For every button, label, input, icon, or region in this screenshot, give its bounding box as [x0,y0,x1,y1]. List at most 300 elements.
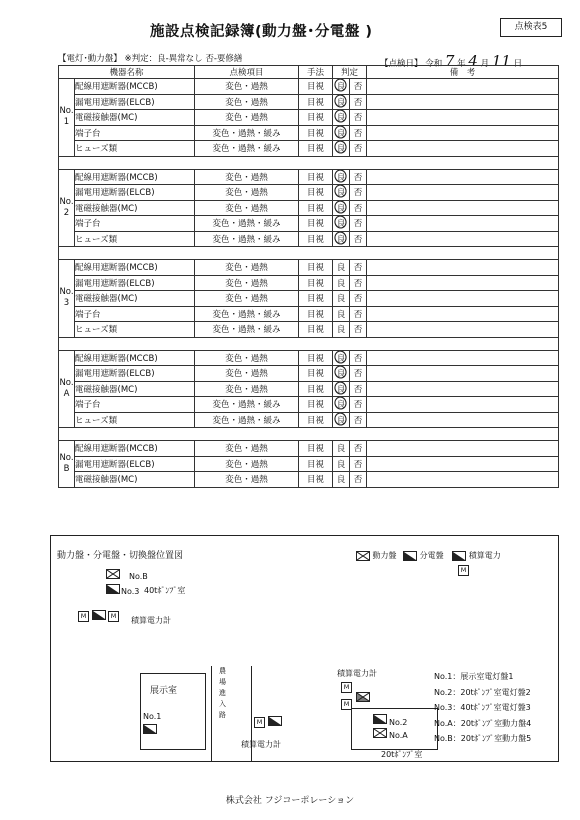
equipment-name-text: 端子台 [75,128,101,139]
equipment-name [75,216,195,232]
spacer-cell [59,156,559,169]
remarks-cell[interactable] [367,441,559,457]
method [299,472,333,488]
meter-icon: M [108,611,119,622]
inspection-item [195,110,299,126]
pump20-building [351,708,438,750]
method-text: 目視 [306,144,324,155]
method-text: 目視 [306,113,324,124]
method [299,350,333,366]
map-title: 動力盤・分電盤・切換盤位置図 [57,551,184,561]
meter-group-2 [254,716,282,728]
judge-ng [350,397,367,413]
check-circle-mark [334,94,347,108]
key-no1: No.1：展示室電灯盤1 [434,672,514,681]
judge-ok [333,141,350,157]
method-text: 目視 [306,219,324,230]
equipment-name-text: ヒューズ類 [75,234,118,245]
inspection-item [195,381,299,397]
method [299,200,333,216]
method [299,79,333,95]
label-meter-3: 積算電力計 [337,669,377,678]
method [299,185,333,201]
judge-ok [333,94,350,110]
group-number [59,169,75,247]
judge-ok [333,260,350,276]
judge-ok-text: 良 [336,400,346,411]
method [299,169,333,185]
equipment-name [75,231,195,247]
table-row [59,125,559,141]
map-legend [356,550,501,561]
spacer-cell [59,428,559,441]
table-row [59,366,559,382]
remarks-cell[interactable] [367,185,559,201]
method [299,456,333,472]
panel-noA-icon [373,728,387,738]
equipment-name [75,366,195,382]
judge-ng [350,94,367,110]
inspection-item [195,216,299,232]
method-text: 目視 [306,234,324,245]
judge-ng [350,472,367,488]
judge-ng-text: 否 [353,294,363,305]
remarks-cell[interactable] [367,200,559,216]
equipment-name-text: 電磁接触器(MC) [75,384,138,395]
judge-ok-text: 良 [336,384,346,395]
panel-noB-icon [106,569,120,579]
check-circle-mark [334,366,347,380]
equipment-name-text: 配線用遮断器(MCCB) [75,82,158,93]
table-row [59,456,559,472]
check-circle-mark [334,185,347,199]
equipment-name-text: 漏電用遮断器(ELCB) [75,188,155,199]
method-text: 目視 [306,400,324,411]
inspection-item-text: 変色・過熱 [225,113,268,124]
group-id: A [63,388,70,399]
header-method: 手法 [299,66,333,79]
judge-ng [350,185,367,201]
method-text: 目視 [306,353,324,364]
label-no1: No.1 [143,712,162,721]
judge-ng [350,381,367,397]
form-number-badge: 点検表5 [500,18,562,37]
judge-ok-text: 良 [336,444,346,455]
meter-icon: M [78,611,89,622]
judge-ok-text: 良 [336,113,346,124]
judge-ok [333,397,350,413]
table-row [59,412,559,428]
method [299,381,333,397]
month-unit: 月 [480,59,490,69]
inspection-item [195,79,299,95]
check-circle-mark [334,169,347,183]
meter-icon-b: M [341,699,352,710]
table-row [59,397,559,413]
inspection-item-text: 変色・過熱・緩み [212,144,281,155]
inspection-item [195,185,299,201]
remarks-cell[interactable] [367,275,559,291]
method-text: 目視 [306,172,324,183]
equipment-name [75,472,195,488]
power-panel-icon [356,692,370,702]
judge-ng [350,169,367,185]
remarks-cell[interactable] [367,291,559,307]
remarks-cell[interactable] [367,260,559,276]
judge-ng [350,141,367,157]
check-circle-mark [334,397,347,411]
label-pump40: 40tﾎﾟﾝﾌﾟ室 [144,586,186,595]
remarks-cell[interactable] [367,322,559,338]
judge-ng [350,200,367,216]
inspection-item [195,169,299,185]
check-circle-mark [334,125,347,139]
group-number [59,441,75,488]
method [299,94,333,110]
judge-ng-text: 否 [353,444,363,455]
table-row [59,472,559,488]
inspection-item-text: 変色・過熱 [225,444,268,455]
table-row [59,350,559,366]
method-text: 目視 [306,82,324,93]
equipment-name-text: 電磁接触器(MC) [75,294,138,305]
equipment-name [75,350,195,366]
judge-ok [333,79,350,95]
judge-ok [333,291,350,307]
judge-ng-text: 否 [353,263,363,274]
table-row [59,216,559,232]
equipment-name-text: ヒューズ類 [75,325,118,336]
date-month: 4 [468,52,478,70]
equipment-name-text: 配線用遮断器(MCCB) [75,353,158,364]
judge-ng [350,322,367,338]
judge-ng-text: 否 [353,219,363,230]
remarks-cell[interactable] [367,94,559,110]
judge-ng [350,231,367,247]
equipment-name [75,79,195,95]
table-row [59,169,559,185]
inspection-item [195,456,299,472]
label-pump20: 20tﾎﾟﾝﾌﾟ室 [381,750,423,759]
judge-ok-text: 良 [336,353,346,364]
judge-ok-text: 良 [336,234,346,245]
remarks-cell[interactable] [367,169,559,185]
judge-ng-text: 否 [353,97,363,108]
label-road: 農場進入路 [219,667,226,719]
distribution-panel-icon [403,551,417,561]
inspection-item [195,441,299,457]
equipment-name-text: 配線用遮断器(MCCB) [75,263,158,274]
method-text: 目視 [306,475,324,486]
table-row [59,306,559,322]
remarks-cell[interactable] [367,456,559,472]
table-row [59,381,559,397]
group-spacer [59,247,559,260]
inspection-item [195,350,299,366]
judge-ok-text: 良 [336,459,346,470]
group-id: 1 [63,117,70,128]
judge-ok-text: 良 [336,369,346,380]
equipment-name [75,441,195,457]
group-number [59,350,75,428]
method-text: 目視 [306,97,324,108]
table-row [59,185,559,201]
group-no-prefix: No. [59,287,74,298]
equipment-name [75,275,195,291]
meter-icon: M [458,565,469,576]
judge-ng-text: 否 [353,128,363,139]
judge-ok [333,200,350,216]
judge-ng-text: 否 [353,113,363,124]
equipment-name-text: ヒューズ類 [75,415,118,426]
inspection-item-text: 変色・過熱 [225,384,268,395]
judge-ng [350,366,367,382]
judge-ng [350,456,367,472]
judge-ng [350,412,367,428]
check-circle-mark [334,350,347,364]
judge-ok [333,472,350,488]
remarks-cell[interactable] [367,216,559,232]
judge-ok-text: 良 [336,128,346,139]
judge-ok [333,456,350,472]
company-footer: 株式会社 フジコーポレーション [225,796,355,806]
equipment-name-text: 漏電用遮断器(ELCB) [75,369,155,380]
group-id: 3 [63,298,70,309]
group-number [59,79,75,157]
method-text: 目視 [306,263,324,274]
inspection-item [195,366,299,382]
meter-icon-a: M [341,682,352,693]
legend-meter-box [458,565,469,576]
header-judge: 判定 [333,66,367,79]
judge-ok-text: 良 [336,82,346,93]
inspection-item [195,397,299,413]
remarks-cell[interactable] [367,125,559,141]
inspection-item-text: 変色・過熱 [225,278,268,289]
judge-ng-text: 否 [353,369,363,380]
spacer-cell [59,337,559,350]
method [299,322,333,338]
group-number [59,260,75,338]
label-noA: No.A [389,731,408,740]
location-map [50,535,559,762]
judge-ok-text: 良 [336,219,346,230]
method [299,291,333,307]
judge-ok [333,216,350,232]
method-text: 目視 [306,415,324,426]
inspection-item [195,94,299,110]
judge-ng [350,291,367,307]
method [299,216,333,232]
inspection-item-text: 変色・過熱・緩み [212,325,281,336]
table-row [59,79,559,95]
judge-ok-text: 良 [336,415,346,426]
equipment-name [75,291,195,307]
judge-ng [350,441,367,457]
key-no3: No.3：40tﾎﾟﾝﾌﾟ室電灯盤3 [434,703,531,712]
power-panel-icon [356,551,370,561]
method-text: 目視 [306,188,324,199]
inspection-item-text: 変色・過熱 [225,475,268,486]
equipment-name-text: 配線用遮断器(MCCB) [75,444,158,455]
group-spacer [59,156,559,169]
method [299,141,333,157]
judge-ok [333,125,350,141]
judge-ng-text: 否 [353,172,363,183]
label-no3: No.3 [121,587,140,596]
judge-ng-text: 否 [353,353,363,364]
group-no-prefix: No. [59,377,74,388]
remarks-cell[interactable] [367,381,559,397]
method [299,412,333,428]
road-line-left [211,666,212,761]
judge-ok-text: 良 [336,263,346,274]
equipment-name-text: 端子台 [75,309,101,320]
judge-ng [350,260,367,276]
inspection-item-text: 変色・過熱 [225,369,268,380]
check-circle-mark [334,231,347,245]
group-no-prefix: No. [59,106,74,117]
judge-ok-text: 良 [336,172,346,183]
inspection-item-text: 変色・過熱 [225,353,268,364]
judge-ng-text: 否 [353,234,363,245]
remarks-cell[interactable] [367,412,559,428]
header-remarks: 備 考 [367,66,559,79]
panel-no2-icon [373,714,387,724]
group-no-prefix: No. [59,196,74,207]
table-row [59,110,559,126]
panel-no1-icon [143,724,157,734]
remarks-cell[interactable] [367,366,559,382]
inspection-item [195,322,299,338]
judge-ok-text: 良 [336,188,346,199]
method-text: 目視 [306,369,324,380]
remarks-cell[interactable] [367,231,559,247]
inspection-item-text: 変色・過熱 [225,97,268,108]
table-row [59,94,559,110]
method [299,125,333,141]
table-row [59,141,559,157]
equipment-name [75,456,195,472]
inspection-item [195,412,299,428]
equipment-name [75,412,195,428]
method-text: 目視 [306,384,324,395]
check-circle-mark [334,381,347,395]
year-unit: 年 [457,59,466,69]
judge-ok [333,366,350,382]
equipment-name-text: 端子台 [75,400,101,411]
judge-ng-text: 否 [353,144,363,155]
remarks-cell[interactable] [367,397,559,413]
judge-ok [333,185,350,201]
judge-ng-text: 否 [353,278,363,289]
key-noA: No.A：20tﾎﾟﾝﾌﾟ室動力盤4 [434,718,532,728]
group-spacer [59,428,559,441]
meter-group-1 [78,610,119,622]
method-text: 目視 [306,459,324,470]
table-header-row [59,66,559,79]
equipment-name-text: ヒューズ類 [75,144,118,155]
method-text: 目視 [306,444,324,455]
group-id: 2 [63,207,70,218]
equipment-name [75,381,195,397]
method [299,366,333,382]
method [299,397,333,413]
remarks-cell[interactable] [367,79,559,95]
distribution-panel-icon [92,610,106,620]
inspection-item [195,231,299,247]
group-no-prefix: No. [59,452,74,463]
remarks-cell[interactable] [367,350,559,366]
judge-ok-text: 良 [336,144,346,155]
distribution-panel-icon [268,716,282,726]
inspection-item [195,291,299,307]
judge-ng-text: 否 [353,188,363,199]
judge-ok [333,306,350,322]
legend-dist-label: 分電盤 [419,551,444,560]
equipment-name-text: 電磁接触器(MC) [75,475,138,486]
judge-ok [333,110,350,126]
judge-ok [333,441,350,457]
judge-ok [333,381,350,397]
key-noB: No.B：20tﾎﾟﾝﾌﾟ室動力盤5 [434,734,532,743]
equipment-name [75,185,195,201]
meter-small-icon [452,551,466,561]
remarks-cell[interactable] [367,472,559,488]
equipment-name-text: 電磁接触器(MC) [75,203,138,214]
method-text: 目視 [306,128,324,139]
inspection-item [195,125,299,141]
inspection-item-text: 変色・過熱・緩み [212,219,281,230]
equipment-name [75,306,195,322]
check-circle-mark [334,200,347,214]
remarks-cell[interactable] [367,110,559,126]
judge-ng [350,110,367,126]
method-text: 目視 [306,203,324,214]
inspection-item-text: 変色・過熱 [225,82,268,93]
method [299,306,333,322]
remarks-cell[interactable] [367,141,559,157]
equipment-name [75,200,195,216]
judge-ok-text: 良 [336,203,346,214]
judge-ng [350,350,367,366]
judge-ok-text: 良 [336,278,346,289]
check-circle-mark [334,79,347,93]
equipment-name-text: 漏電用遮断器(ELCB) [75,459,155,470]
judge-ng-text: 否 [353,415,363,426]
judge-ok [333,231,350,247]
inspection-item-text: 変色・過熱 [225,172,268,183]
judge-ng-text: 否 [353,325,363,336]
judge-ok [333,275,350,291]
judgement-legend: 【電灯･動力盤】 ※判定：良-異常なし 否-要修繕 [58,54,243,64]
inspection-item-text: 変色・過熱・緩み [212,128,281,139]
method-text: 目視 [306,294,324,305]
inspection-item-text: 変色・過熱・緩み [212,234,281,245]
label-noB: No.B [129,572,148,581]
inspection-item-text: 変色・過熱 [225,459,268,470]
equipment-name-text: 電磁接触器(MC) [75,113,138,124]
method [299,231,333,247]
inspection-table [58,65,559,488]
equipment-name [75,169,195,185]
judge-ng-text: 否 [353,309,363,320]
judge-ng [350,125,367,141]
judge-ok [333,350,350,366]
table-row [59,275,559,291]
panel-no3-icon [106,584,120,594]
remarks-cell[interactable] [367,306,559,322]
